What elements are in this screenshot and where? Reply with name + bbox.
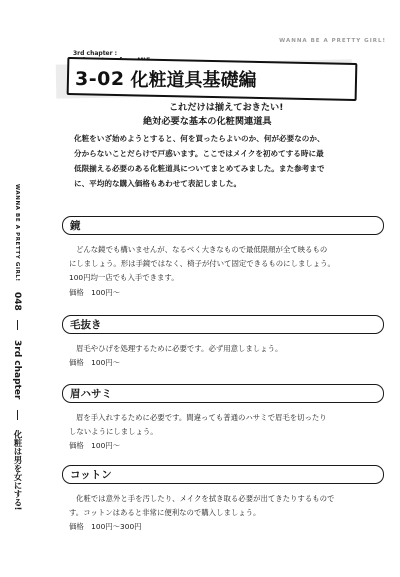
lead-line: 化粧をいざ始めようとすると、何を買ったらよいのか、何が必要なのか、: [74, 134, 325, 143]
chapter-label-line1: 3rd chapter :: [73, 50, 118, 57]
price-line: 価格 100円〜: [69, 441, 121, 451]
section-body-cotton: [62, 492, 384, 535]
body-line: しないようにしましょう。: [69, 427, 158, 437]
section-mirror: [62, 216, 384, 300]
body-line: どんな鏡でも構いませんが、なるべく大きなもので最低限顔が全て映るもの: [76, 245, 328, 254]
section-heading-cotton: コットン: [62, 465, 384, 484]
lead-line: 分からないことだらけで戸惑います。ここではメイクを初めてする時に最: [74, 149, 324, 158]
subheading-line2: 絶対必要な基本の化粧関連道具: [143, 116, 272, 127]
body-line: にしましょう。形は手鏡ではなく、椅子が付いて固定できるものにしましょう。: [69, 259, 335, 269]
section-heading-tweezers: 毛抜き: [62, 315, 384, 334]
price-line: 価格 100円〜: [69, 287, 121, 297]
lead-line: 低限揃える必要のある化粧道具についてまとめてみました。また参考まで: [74, 164, 325, 173]
section-heading-mirror: 鏡: [62, 216, 384, 235]
section-tweezers: [62, 315, 384, 370]
body-line: す。コットンはあると非常に便利なので購入しましょう。: [69, 508, 261, 518]
spine-chapter-title: 化粧は男を女にする!: [12, 429, 22, 511]
spine-chapter: 3rd chapter: [12, 340, 22, 400]
spine-label: WANNA BE A PRETTY GIRL!: [14, 184, 20, 282]
price-line: 価格 100円〜: [69, 358, 121, 368]
price-line: 価格 100円〜300円: [69, 522, 142, 532]
section-body-brow-scissors: [62, 411, 384, 454]
title-number: 3-02: [75, 68, 125, 90]
section-body-tweezers: [62, 342, 384, 370]
page-title: [75, 62, 355, 96]
subheading: [143, 101, 353, 129]
section-body-mirror: [62, 243, 384, 300]
body-line: 眉を手入れするために必要です。間違っても普通のハサミで眉毛を切ったり: [76, 413, 327, 422]
section-heading-brow-scissors: 眉ハサミ: [62, 384, 384, 403]
side-running-header: [10, 184, 24, 544]
lead-line: に、平均的な購入価格もあわせて表記しました。: [74, 179, 242, 188]
header-corner-text: WANNA BE A PRETTY GIRL!: [279, 38, 386, 44]
lead-paragraph: [74, 131, 370, 191]
body-line: 100円均一店でも入手できます。: [69, 273, 179, 283]
section-brow-scissors: [62, 384, 384, 454]
section-cotton: [62, 465, 384, 535]
body-line: 眉毛やひげを処理するために必要です。必ず用意しましょう。: [76, 344, 283, 353]
title-main: 化粧道具基礎編: [130, 70, 257, 91]
spine-divider: [17, 410, 18, 420]
page-number: 048: [12, 291, 22, 311]
body-line: 化粧では意外と手を汚したり、メイクを拭き取る必要が出てきたりするもので: [76, 494, 335, 503]
spine-divider: [17, 320, 18, 330]
subheading-line1: これだけは揃えておきたい!: [169, 102, 284, 113]
